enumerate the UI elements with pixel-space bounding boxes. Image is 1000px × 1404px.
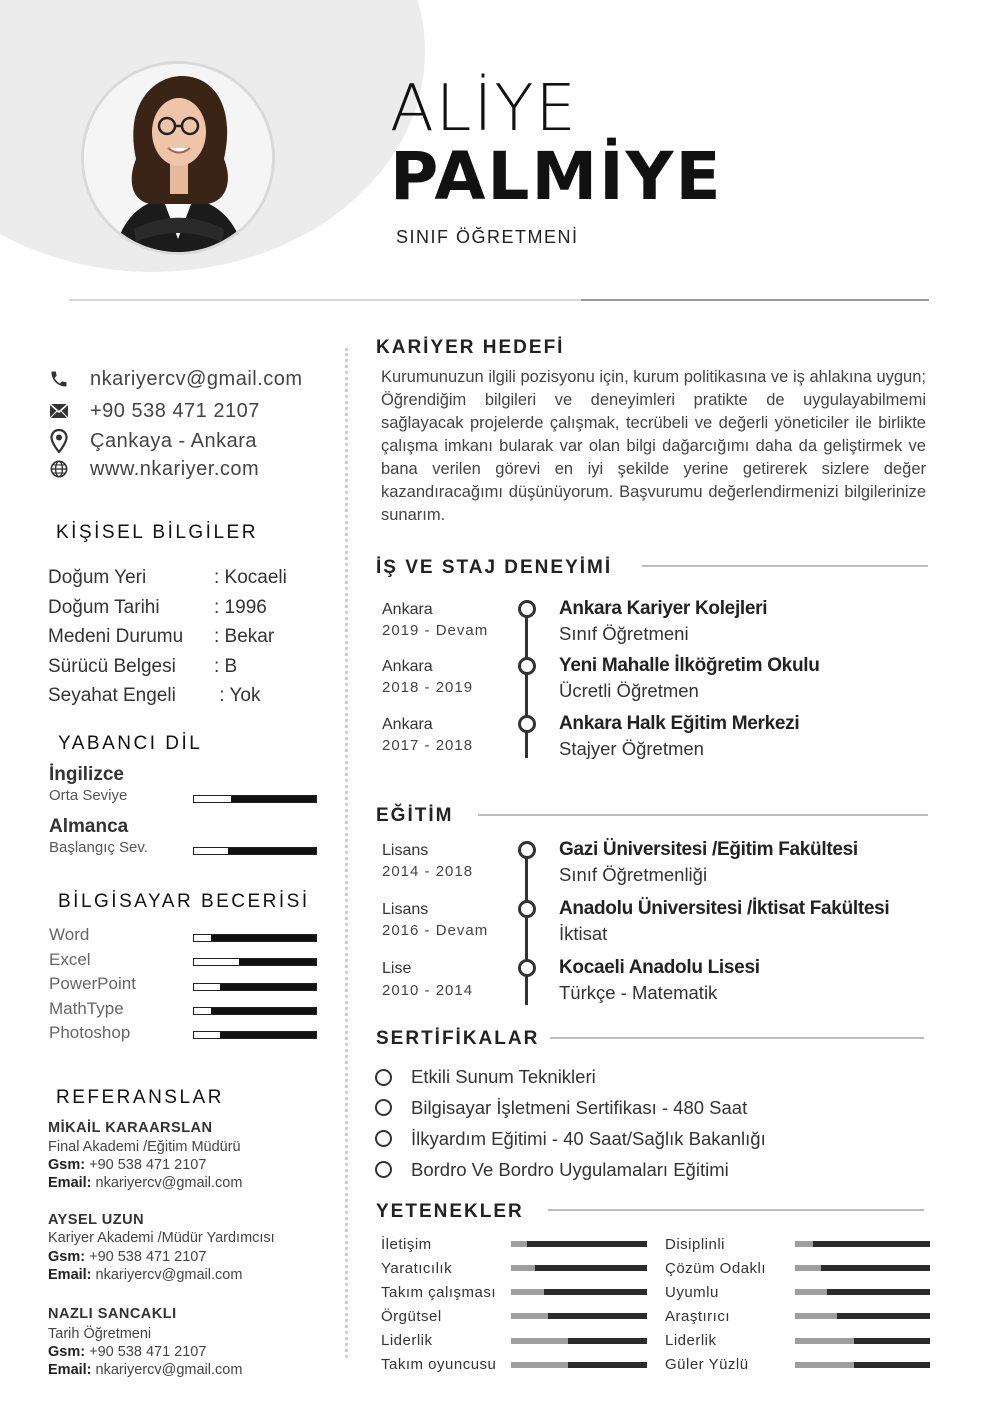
experience-years: 2018 - 2019 [382, 679, 474, 696]
reference-gsm [48, 1249, 206, 1265]
ability-name: Uyumlu [665, 1284, 719, 1301]
ability-fill [568, 1362, 647, 1368]
timeline-dot [518, 657, 536, 675]
computer-skill-bar [193, 983, 317, 991]
gsm-label: Gsm: [48, 1344, 86, 1360]
profile-photo [81, 61, 275, 255]
experience-organization: Yeni Mahalle İlköğretim Okulu [559, 655, 820, 676]
timeline-dot [518, 900, 536, 918]
computer-skill-bar [193, 958, 317, 966]
certificates-title-rule [550, 1037, 924, 1039]
computer-skill-name: PowerPoint [49, 974, 136, 993]
computer-skill-name: Photoshop [49, 1023, 131, 1042]
education-timeline [525, 849, 528, 1005]
ability-bar [511, 1289, 647, 1295]
ability-name: Araştırıcı [665, 1308, 731, 1325]
reference-name: NAZLI SANCAKLI [48, 1306, 177, 1322]
experience-role: Stajyer Öğretmen [559, 738, 704, 759]
education-school: Gazi Üniversitesi /Eğitim Fakültesi [559, 839, 858, 860]
education-school: Anadolu Üniversitesi /İktisat Fakültesi [559, 898, 890, 919]
last-name: PALMİYE [390, 138, 723, 215]
computer-skill-name: Excel [49, 950, 91, 969]
personal-info-title: KİŞİSEL BİLGİLER [56, 522, 258, 543]
contact-email[interactable]: nkariyercv@gmail.com [90, 367, 303, 390]
certificate-bullet [375, 1130, 392, 1147]
ability-fill [827, 1289, 930, 1295]
ability-fill [854, 1338, 930, 1344]
language-level: Orta Seviye [49, 787, 128, 804]
ability-name: Takım çalışması [381, 1284, 497, 1301]
info-value: : Bekar [214, 626, 275, 647]
ability-bar [795, 1338, 930, 1344]
experience-title-rule [642, 565, 928, 567]
computer-skill-fill [220, 984, 316, 990]
ability-name: Çözüm Odaklı [665, 1260, 767, 1277]
reference-email [48, 1175, 242, 1191]
references-title: REFERANSLAR [56, 1087, 224, 1108]
column-divider [345, 348, 348, 1358]
certificate-item: İlkyardım Eğitimi - 40 Saat/Sağlık Bakanlığı [411, 1128, 766, 1149]
certificate-bullet [375, 1161, 392, 1178]
education-degree: Lisans [382, 842, 429, 859]
education-school: Kocaeli Anadolu Lisesi [559, 957, 760, 978]
education-title: EĞİTİM [376, 805, 454, 826]
info-row [48, 597, 267, 619]
ability-bar [795, 1313, 930, 1319]
ability-fill [813, 1241, 930, 1247]
computer-skill-bar [193, 1007, 317, 1015]
education-years: 2010 - 2014 [382, 982, 474, 999]
reference-gsm-value[interactable]: +90 538 471 2107 [85, 1157, 207, 1173]
reference-role: Final Akademi /Eğitim Müdürü [48, 1139, 241, 1155]
reference-email [48, 1267, 242, 1283]
ability-name: Takım oyuncusu [381, 1356, 497, 1373]
location-icon [48, 430, 70, 452]
reference-email-value[interactable]: nkariyercv@gmail.com [91, 1267, 243, 1283]
language-level-bar [193, 795, 317, 803]
email-label: Email: [48, 1175, 92, 1191]
career-objective-text: Kurumunuzun ilgili pozisyonu için, kurum politikasına ve iş ahlakına uygun; Öğrendiğim bilgileri ve deneyimleri pratikte de uygulayabilmemi sağlayacak projelerde çalışmak, tecrübeli ve değerli yöneticiler ile birlikte çalışma imkanı bularak var olan bilgi dağarcığımı daha da geliştirmek ve bana verilen görevi en iyi şekilde yerine getirerek sizlere değer kazandıracağımı düşünüyorum. Başvurumu değerlendirmenizi bilgilerinize sunarım. [381, 368, 926, 524]
gsm-label: Gsm: [48, 1157, 86, 1173]
language-level-bar [193, 847, 317, 855]
job-title: SINIF ÖĞRETMENİ [396, 227, 579, 247]
certificate-bullet [375, 1069, 392, 1086]
info-value: : B [214, 656, 238, 677]
first-name: ALİYE [390, 72, 578, 146]
abilities-title: YETENEKLER [376, 1201, 524, 1222]
reference-gsm [48, 1344, 206, 1360]
timeline-dot [518, 959, 536, 977]
computer-skill-fill [211, 1008, 316, 1014]
timeline-dot [518, 841, 536, 859]
ability-bar [795, 1289, 930, 1295]
experience-city: Ankara [382, 658, 433, 675]
abilities-title-rule [548, 1209, 924, 1211]
computer-skill-name: MathType [49, 999, 124, 1018]
info-label: Medeni Durumu [48, 626, 184, 647]
ability-bar [511, 1265, 647, 1271]
ability-name: İletişim [381, 1236, 432, 1253]
profile-photo-illustration [84, 64, 272, 252]
experience-role: Sınıf Öğretmeni [559, 623, 689, 644]
info-label: Sürücü Belgesi [48, 656, 176, 677]
experience-organization: Ankara Kariyer Kolejleri [559, 598, 768, 619]
ability-fill [568, 1338, 647, 1344]
ability-name: Disiplinli [665, 1236, 726, 1253]
computer-skills-title: BİLGİSAYAR BECERİSİ [58, 891, 310, 912]
certificates-title: SERTİFİKALAR [376, 1028, 540, 1049]
experience-organization: Ankara Halk Eğitim Merkezi [559, 713, 800, 734]
language-name: Almanca [49, 816, 129, 837]
language-name: İngilizce [49, 764, 124, 785]
info-value: : Kocaeli [214, 567, 287, 588]
experience-years: 2019 - Devam [382, 622, 489, 639]
education-field: İktisat [559, 923, 608, 944]
computer-skill-fill [239, 959, 316, 965]
computer-skill-bar [193, 934, 317, 942]
language-level-fill [231, 796, 316, 802]
education-field: Türkçe - Matematik [559, 982, 718, 1003]
reference-gsm-value[interactable]: +90 538 471 2107 [85, 1344, 207, 1360]
globe-icon [48, 458, 70, 480]
info-value: : Yok [214, 685, 261, 706]
ability-bar [795, 1362, 930, 1368]
computer-skill-fill [211, 935, 316, 941]
languages-title: YABANCI DİL [58, 733, 203, 754]
email-label: Email: [48, 1362, 92, 1378]
reference-role: Kariyer Akademi /Müdür Yardımcısı [48, 1230, 275, 1246]
ability-fill [535, 1265, 647, 1271]
certificate-bullet [375, 1099, 392, 1116]
contact-website[interactable]: www.nkariyer.com [90, 457, 260, 480]
contact-row-email [48, 366, 303, 392]
education-years: 2016 - Devam [382, 922, 489, 939]
computer-skill-name: Word [49, 925, 90, 944]
contact-location: Çankaya - Ankara [90, 429, 257, 452]
ability-name: Liderlik [381, 1332, 433, 1349]
certificate-item: Bilgisayar İşletmeni Sertifikası - 480 Saat [411, 1097, 748, 1118]
ability-bar [511, 1362, 647, 1368]
ability-name: Yaratıcılık [381, 1260, 453, 1277]
computer-skill-fill [220, 1032, 316, 1038]
ability-fill [544, 1289, 647, 1295]
email-label: Email: [48, 1267, 92, 1283]
language-level: Başlangıç Sev. [49, 839, 148, 856]
computer-skill-bar [193, 1031, 317, 1039]
info-row [48, 567, 287, 589]
reference-role: Tarih Öğretmeni [48, 1326, 152, 1342]
career-objective-title: KARİYER HEDEFİ [376, 337, 565, 358]
ability-bar [511, 1241, 647, 1247]
education-degree: Lise [382, 960, 412, 977]
experience-title: İŞ VE STAJ DENEYİMİ [376, 557, 613, 578]
education-years: 2014 - 2018 [382, 863, 474, 880]
info-label: Doğum Yeri [48, 567, 147, 588]
experience-city: Ankara [382, 601, 433, 618]
language-level-fill [228, 848, 316, 854]
reference-email [48, 1362, 242, 1378]
experience-city: Ankara [382, 716, 433, 733]
ability-name: Örgütsel [381, 1308, 442, 1325]
education-field: Sınıf Öğretmenliği [559, 864, 708, 885]
reference-name: MİKAİL KARAARSLAN [48, 1120, 213, 1136]
phone-icon [48, 368, 70, 390]
experience-years: 2017 - 2018 [382, 737, 474, 754]
reference-email-value[interactable]: nkariyercv@gmail.com [91, 1175, 243, 1191]
reference-email-value[interactable]: nkariyercv@gmail.com [91, 1362, 243, 1378]
ability-fill [854, 1362, 930, 1368]
timeline-dot [518, 715, 536, 733]
certificate-item: Etkili Sunum Teknikleri [411, 1066, 596, 1087]
education-title-rule [478, 814, 928, 816]
ability-bar [795, 1265, 930, 1271]
info-value: : 1996 [214, 597, 267, 618]
experience-role: Ücretli Öğretmen [559, 680, 699, 701]
reference-name: AYSEL UZUN [48, 1212, 145, 1228]
header-divider-accent [581, 299, 929, 301]
reference-gsm-value[interactable]: +90 538 471 2107 [85, 1249, 207, 1265]
contact-phone[interactable]: +90 538 471 2107 [90, 399, 260, 422]
info-row [48, 626, 274, 648]
ability-fill [837, 1313, 930, 1319]
contact-row-phone [48, 398, 260, 424]
ability-bar [511, 1338, 647, 1344]
info-label: Seyahat Engeli [48, 685, 176, 706]
certificate-item: Bordro Ve Bordro Uygulamaları Eğitimi [411, 1159, 729, 1180]
timeline-dot [518, 600, 536, 618]
ability-bar [511, 1313, 647, 1319]
ability-fill [821, 1265, 930, 1271]
ability-fill [527, 1241, 647, 1247]
info-row [48, 656, 237, 678]
ability-name: Güler Yüzlü [665, 1356, 749, 1373]
ability-name: Liderlik [665, 1332, 717, 1349]
contact-row-location [48, 428, 257, 454]
contact-row-website [48, 456, 259, 482]
experience-timeline [525, 608, 528, 758]
education-degree: Lisans [382, 901, 429, 918]
ability-fill [548, 1313, 647, 1319]
reference-gsm [48, 1157, 206, 1173]
gsm-label: Gsm: [48, 1249, 86, 1265]
info-row [48, 685, 261, 707]
mail-icon [48, 400, 70, 422]
info-label: Doğum Tarihi [48, 597, 160, 618]
ability-bar [795, 1241, 930, 1247]
